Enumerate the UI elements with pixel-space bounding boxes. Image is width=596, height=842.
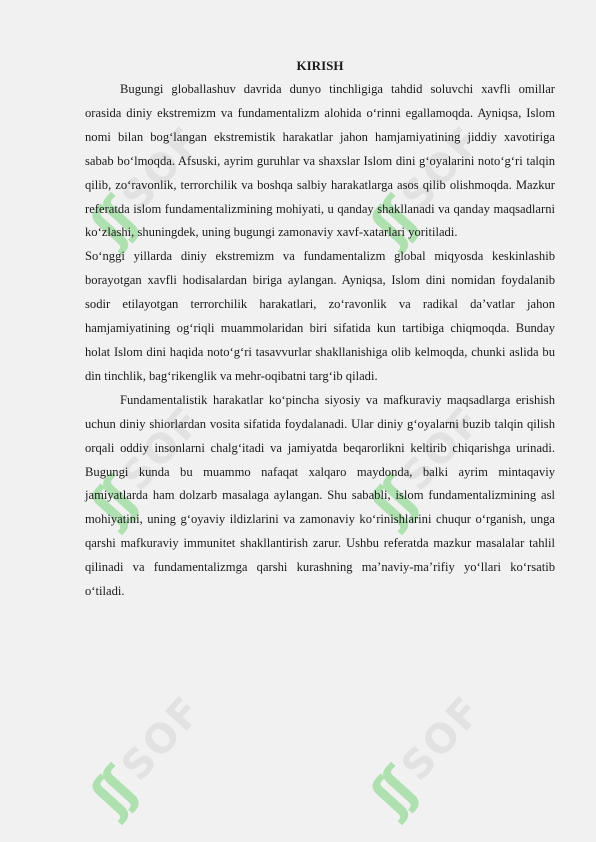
- page-title: KIRISH: [296, 58, 344, 73]
- paragraph-2: So‘nggi yillarda diniy ekstremizm va fundamentalizm global miqyosda keskinlashib borayotgan xavfli hodisalardan biriga aylangan. Ayniqsa, Islom dini nomidan foydalanib sodir etilayotgan terrorchilik harakatlari, zo‘ravonlik va radikal da’vatlar jahon hamjamiyatining og‘riqli muammolaridan biri sifatida kun tartibiga chiqmoqda. Bunday holat Islom dini haqida noto‘g‘ri tasavvurlar shakllanishiga olib kelmoqda, chunki aslida bu din tinchlik, bag‘rikenglik va mehr-oqibatni targ‘ib qiladi.: [85, 249, 555, 383]
- watermark-logo: ʃʃ SOF: [360, 117, 492, 256]
- document-body: [85, 58, 555, 604]
- watermark-logo: ʃʃ SOF: [360, 687, 492, 826]
- watermark-logo: ʃʃ SOF: [80, 397, 212, 536]
- paragraph-3: Fundamentalistik harakatlar ko‘pincha siyosiy va mafkuraviy maqsadlarga erishish uchun diniy shiorlardan vosita sifatida foydalanadi. Ular diniy g‘oyalarni buzib talqin qilish orqali oddiy insonlarni chalg‘itadi va jamiyatda beqarorlikni keltirib chiqarishga urinadi. Bugungi kunda bu muammo nafaqat xalqaro maydonda, balki ayrim mintaqaviy jamiyatlarda ham dolzarb masalaga aylangan. Shu sababli, islom fundamentalizmining asl mohiyatini, uning g‘oyaviy ildizlarini va zamonaviy ko‘rinishlarini chuqur o‘rganish, unga qarshi mafkuraviy immunitet shakllantirish zarur. Ushbu referatda mazkur masalalar tahlil qilinadi va fundamentalizmga qarshi kurashning ma’naviy-ma’rifiy yo‘llari ko‘rsatib o‘tiladi.: [85, 392, 555, 599]
- watermark-logo: ʃʃ SOF: [80, 687, 212, 826]
- paragraph-1: Bugungi globallashuv davrida dunyo tinchligiga tahdid soluvchi xavfli omillar orasida diniy ekstremizm va fundamentalizm alohida o‘rinni egallamoqda. Ayniqsa, Islom nomi bilan bog‘langan ekstremistik harakatlar jahon hamjamiyatining jiddiy xavotiriga sabab bo‘lmoqda. Afsuski, ayrim guruhlar va shaxslar Islom dini g‘oyalarini noto‘g‘ri talqin qilib, zo‘ravonlik, terrorchilik va boshqa salbiy harakatlarga asos qilib olishmoqda. Mazkur referatda islom fundamentalizmining mohiyati, u qanday shakllanadi va qanday maqsadlarni ko‘zlashi, shuningdek, uning bugungi zamonaviy xavf-xatarlari yoritiladi.: [85, 82, 555, 240]
- watermark-logo: ʃʃ SOF: [360, 397, 492, 536]
- watermark-logo: ʃʃ SOF: [80, 117, 212, 256]
